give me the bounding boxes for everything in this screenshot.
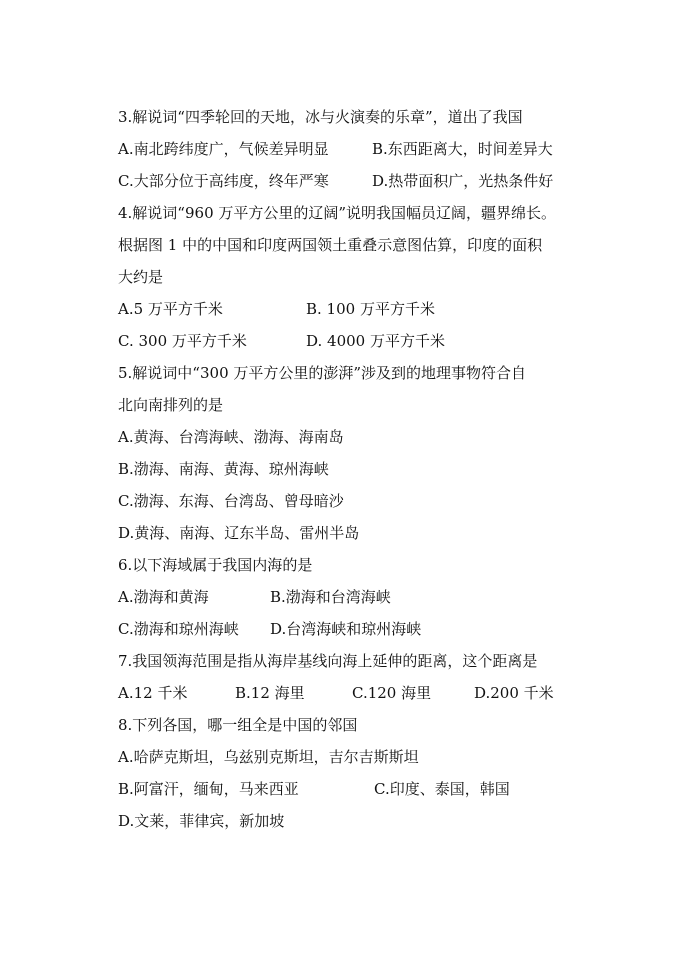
option-4a[interactable]: A.5 万平方千米: [118, 300, 223, 318]
option-7a[interactable]: A.12 千米: [118, 684, 188, 702]
question-3-stem: 3.解说词“四季轮回的天地，冰与火演奏的乐章”，道出了我国: [118, 108, 523, 126]
option-8b[interactable]: B.阿富汗，缅甸，马来西亚: [118, 780, 299, 798]
option-8d[interactable]: D.文莱，菲律宾，新加坡: [118, 812, 285, 830]
option-4d[interactable]: D. 4000 万平方千米: [306, 332, 445, 350]
option-6d[interactable]: D.台湾海峡和琼州海峡: [270, 620, 422, 638]
option-7c[interactable]: C.120 海里: [352, 684, 432, 702]
question-4-stem-line-2: 根据图 1 中的中国和印度两国领土重叠示意图估算，印度的面积: [118, 236, 543, 254]
option-4c[interactable]: C. 300 万平方千米: [118, 332, 247, 350]
question-4-stem-line-1: 4.解说词“960 万平方公里的辽阔”说明我国幅员辽阔，疆界绵长。: [118, 204, 557, 222]
option-7d[interactable]: D.200 千米: [474, 684, 554, 702]
option-5a[interactable]: A.黄海、台湾海峡、渤海、海南岛: [118, 428, 344, 446]
option-4b[interactable]: B. 100 万平方千米: [306, 300, 435, 318]
option-6c[interactable]: C.渤海和琼州海峡: [118, 620, 239, 638]
question-7-stem: 7.我国领海范围是指从海岸基线向海上延伸的距离，这个距离是: [118, 652, 538, 670]
question-4-stem-line-3: 大约是: [118, 268, 164, 286]
question-5-stem-line-2: 北向南排列的是: [118, 396, 224, 414]
option-3c[interactable]: C.大部分位于高纬度，终年严寒: [118, 172, 329, 190]
option-3a[interactable]: A.南北跨纬度广，气候差异明显: [118, 140, 329, 158]
option-5c[interactable]: C.渤海、东海、台湾岛、曾母暗沙: [118, 492, 344, 510]
option-5b[interactable]: B.渤海、南海、黄海、琼州海峡: [118, 460, 329, 478]
question-6-stem: 6.以下海域属于我国内海的是: [118, 556, 313, 574]
question-5-stem-line-1: 5.解说词中“300 万平方公里的澎湃”涉及到的地理事物符合自: [118, 364, 527, 382]
option-5d[interactable]: D.黄海、南海、辽东半岛、雷州半岛: [118, 524, 360, 542]
option-3b[interactable]: B.东西距离大，时间差异大: [372, 140, 553, 158]
option-8c[interactable]: C.印度、泰国，韩国: [374, 780, 510, 798]
option-6a[interactable]: A.渤海和黄海: [118, 588, 209, 606]
option-8a[interactable]: A.哈萨克斯坦，乌兹别克斯坦，吉尔吉斯斯坦: [118, 748, 419, 766]
option-7b[interactable]: B.12 海里: [235, 684, 305, 702]
option-3d[interactable]: D.热带面积广，光热条件好: [372, 172, 554, 190]
option-6b[interactable]: B.渤海和台湾海峡: [270, 588, 391, 606]
question-8-stem: 8.下列各国，哪一组全是中国的邻国: [118, 716, 358, 734]
